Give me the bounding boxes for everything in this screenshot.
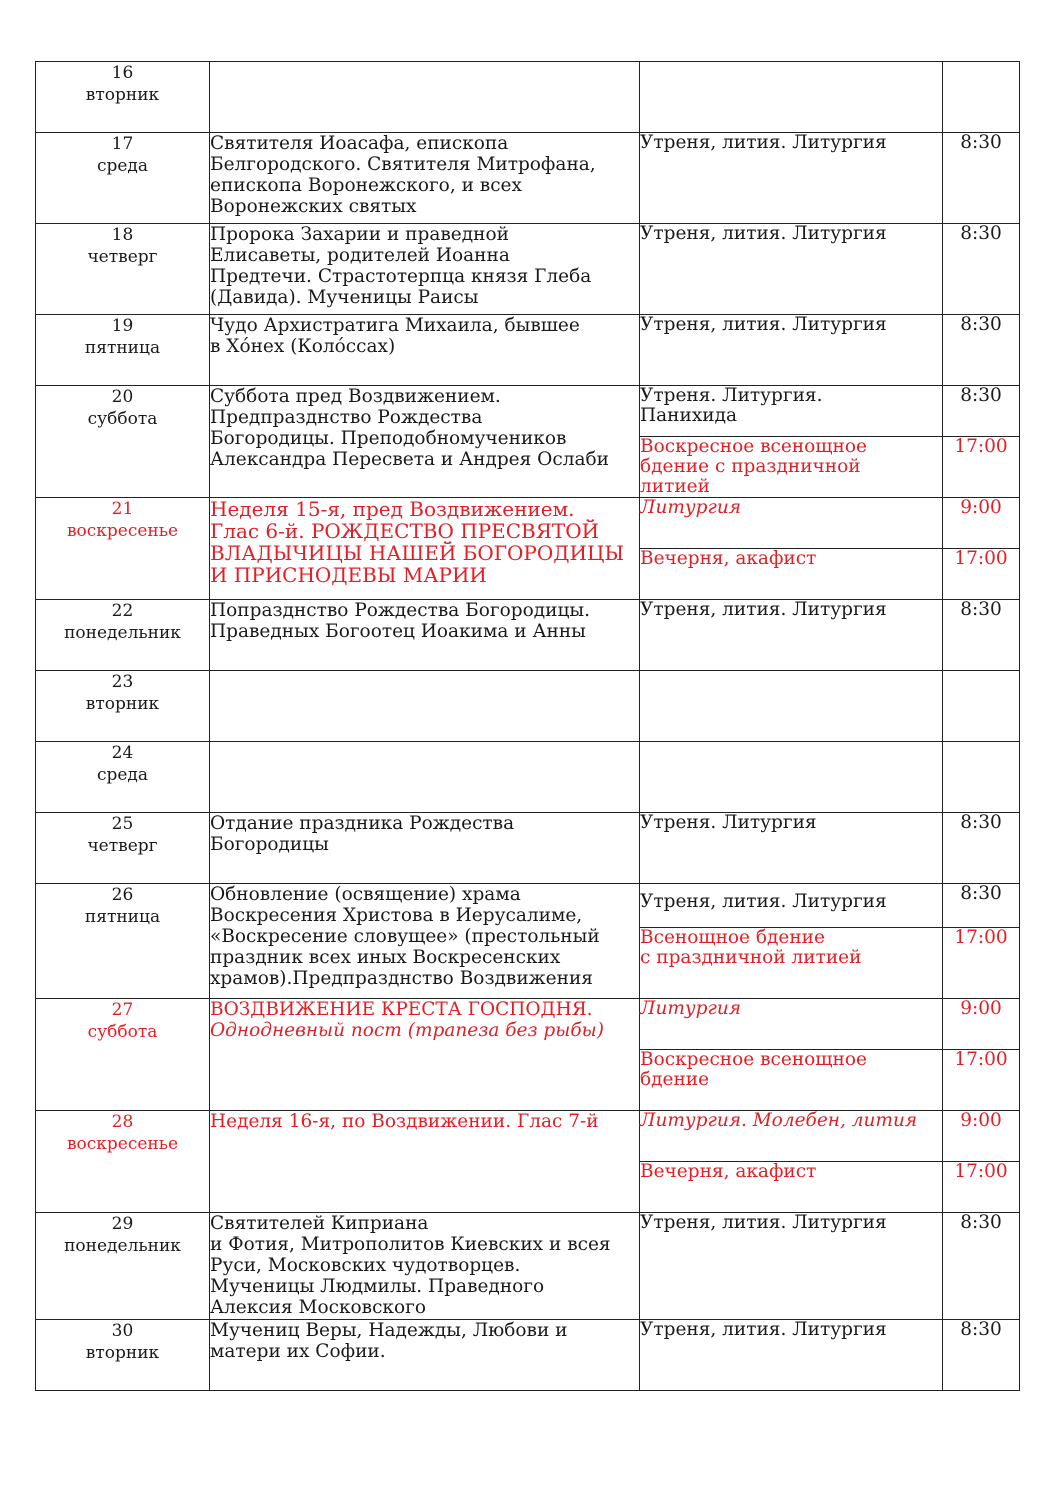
weekday: среда (96, 765, 149, 785)
service-cell (640, 742, 943, 813)
day-row-23 (36, 671, 1020, 742)
time-cell: 17:00 (943, 549, 1020, 600)
day-row-22 (36, 600, 1020, 671)
date-cell (36, 62, 210, 133)
weekday: четверг (87, 247, 158, 267)
day-number: 16 (111, 63, 134, 83)
day-number: 21 (111, 499, 134, 519)
day-number: 20 (111, 387, 134, 407)
date-cell (36, 1111, 210, 1213)
service-cell: Утреня, лития. Литургия (640, 600, 943, 671)
day-number: 19 (111, 316, 134, 336)
time-cell: 17:00 (943, 1050, 1020, 1111)
service-cell: Утреня, лития. Литургия (640, 884, 943, 928)
date-cell (36, 1213, 210, 1320)
day-row-18 (36, 224, 1020, 315)
service-cell (640, 62, 943, 133)
weekday: вторник (85, 1343, 160, 1363)
commemoration-cell (210, 742, 640, 813)
day-number: 24 (111, 743, 134, 763)
day-row-20 (36, 386, 1020, 437)
commemoration-cell: Суббота пред Воздвижением. Предпразднство Рождества Богородицы. Преподобномучеников Александра Пересвета и Андрея Ослаби (210, 386, 640, 498)
date-cell (36, 315, 210, 386)
service-cell: Литургия (640, 498, 943, 549)
date-cell (36, 133, 210, 224)
commemoration-cell: Неделя 15-я, пред Воздвижением. Глас 6-й. РОЖДЕСТВО ПРЕСВЯТОЙ ВЛАДЫЧИЦЫ НАШЕЙ БОГОРОДИЦЫ И ПРИСНОДЕВЫ МАРИИ (210, 498, 640, 600)
commemoration-cell: Обновление (освящение) храма Воскресения Христова в Иерусалиме, «Воскресение словущее» (престольный праздник всех иных Воскресенских храмов).Предпразднство Воздвижения (210, 884, 640, 999)
time-cell: 17:00 (943, 1162, 1020, 1213)
weekday: воскресенье (66, 521, 179, 541)
day-row-28 (36, 1111, 1020, 1162)
schedule-page (35, 61, 1019, 1391)
day-number: 18 (111, 225, 134, 245)
service-schedule-table (35, 61, 1020, 1391)
time-cell: 8:30 (943, 600, 1020, 671)
service-cell: Воскресное всенощное бдение (640, 1050, 943, 1111)
date-cell (36, 224, 210, 315)
time-cell: 17:00 (943, 928, 1020, 999)
service-cell (640, 671, 943, 742)
commemoration-cell: Святителя Иоасафа, епископа Белгородского. Святителя Митрофана, епископа Воронежского, и всех Воронежских святых (210, 133, 640, 224)
day-number: 30 (111, 1321, 134, 1341)
day-number: 29 (111, 1214, 134, 1234)
time-cell (943, 742, 1020, 813)
weekday: суббота (87, 409, 158, 429)
service-cell: Утреня. Литургия (640, 813, 943, 884)
service-cell: Литургия (640, 999, 943, 1050)
weekday: четверг (87, 836, 158, 856)
commemoration-cell: Святителей Киприана и Фотия, Митрополитов Киевских и всея Руси, Московских чудотворцев. Мученицы Людмилы. Праведного Алексия Московского (210, 1213, 640, 1320)
commemoration-cell: Отдание праздника Рождества Богородицы (210, 813, 640, 884)
day-number: 17 (111, 134, 134, 154)
weekday: пятница (84, 338, 161, 358)
day-number: 26 (111, 885, 134, 905)
day-row-16 (36, 62, 1020, 133)
date-cell (36, 498, 210, 600)
time-cell: 8:30 (943, 315, 1020, 386)
day-row-19 (36, 315, 1020, 386)
time-cell: 8:30 (943, 813, 1020, 884)
service-cell: Утреня, лития. Литургия (640, 133, 943, 224)
service-cell: Всенощное бдение с праздничной литией (640, 928, 943, 999)
time-cell: 8:30 (943, 386, 1020, 437)
weekday: понедельник (64, 1236, 181, 1256)
weekday: вторник (85, 85, 160, 105)
time-cell: 8:30 (943, 133, 1020, 224)
commemoration-cell (210, 62, 640, 133)
weekday: пятница (84, 907, 161, 927)
service-cell: Утреня, лития. Литургия (640, 224, 943, 315)
day-number: 22 (111, 601, 134, 621)
commemoration-cell: Попразднство Рождества Богородицы. Праведных Богоотец Иоакима и Анны (210, 600, 640, 671)
time-cell: 9:00 (943, 498, 1020, 549)
day-row-25 (36, 813, 1020, 884)
service-cell: Утреня, лития. Литургия (640, 1320, 943, 1391)
day-row-29 (36, 1213, 1020, 1320)
time-cell: 17:00 (943, 437, 1020, 498)
weekday: среда (96, 156, 149, 176)
time-cell: 9:00 (943, 999, 1020, 1050)
day-row-27 (36, 999, 1020, 1050)
time-cell: 8:30 (943, 884, 1020, 928)
service-cell: Утреня, лития. Литургия (640, 315, 943, 386)
commemoration-cell: Пророка Захарии и праведной Елисаветы, родителей Иоанна Предтечи. Страстотерпца князя Глеба (Давида). Мученицы Раисы (210, 224, 640, 315)
date-cell (36, 600, 210, 671)
date-cell (36, 999, 210, 1111)
day-row-21 (36, 498, 1020, 549)
day-row-30 (36, 1320, 1020, 1391)
commemoration-cell (210, 671, 640, 742)
service-cell: Вечерня, акафист (640, 1162, 943, 1213)
day-row-17 (36, 133, 1020, 224)
commemoration-cell: ВОЗДВИЖЕНИЕ КРЕСТА ГОСПОДНЯ. Однодневный пост (трапеза без рыбы) (210, 999, 640, 1111)
day-number: 28 (111, 1112, 134, 1132)
time-cell (943, 671, 1020, 742)
fast-note: Однодневный пост (трапеза без рыбы) (210, 1020, 604, 1041)
weekday: вторник (85, 694, 160, 714)
time-cell: 8:30 (943, 224, 1020, 315)
commemoration-cell: Неделя 16-я, по Воздвижении. Глас 7-й (210, 1111, 640, 1213)
time-cell: 8:30 (943, 1213, 1020, 1320)
date-cell (36, 884, 210, 999)
weekday: воскресенье (66, 1134, 179, 1154)
service-cell: Литургия. Молебен, лития (640, 1111, 943, 1162)
date-cell (36, 1320, 210, 1391)
service-cell: Утреня. Литургия. Панихида (640, 386, 943, 437)
time-cell: 9:00 (943, 1111, 1020, 1162)
service-cell: Воскресное всенощное бдение с праздничной литией (640, 437, 943, 498)
time-cell: 8:30 (943, 1320, 1020, 1391)
day-number: 23 (111, 672, 134, 692)
date-cell (36, 386, 210, 498)
day-number: 27 (111, 1000, 134, 1020)
commemoration-cell: Чудо Архистратига Михаила, бывшее в Хо́нех (Коло́ссах) (210, 315, 640, 386)
service-cell: Утреня, лития. Литургия (640, 1213, 943, 1320)
day-number: 25 (111, 814, 134, 834)
service-cell: Вечерня, акафист (640, 549, 943, 600)
date-cell (36, 813, 210, 884)
commemoration-cell: Мучениц Веры, Надежды, Любови и матери их Софии. (210, 1320, 640, 1391)
date-cell (36, 671, 210, 742)
time-cell (943, 62, 1020, 133)
date-cell (36, 742, 210, 813)
day-row-24 (36, 742, 1020, 813)
weekday: понедельник (64, 623, 181, 643)
day-row-26 (36, 884, 1020, 928)
weekday: суббота (87, 1022, 158, 1042)
